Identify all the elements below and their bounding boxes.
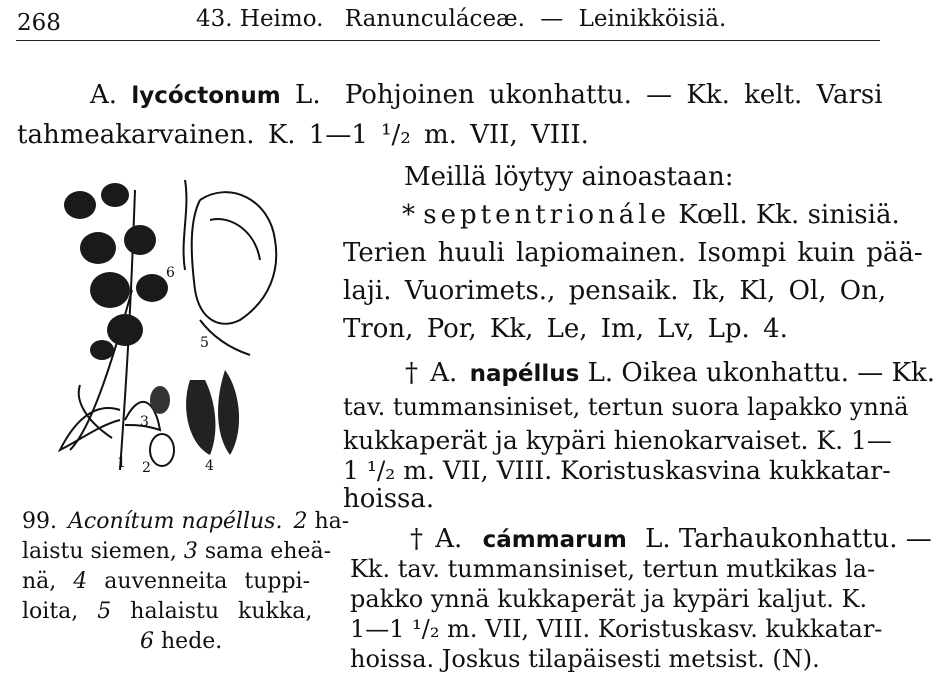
figure-label-3: 3 <box>140 414 149 430</box>
caption-text: auvenneita tuppi- <box>104 569 311 594</box>
entry-cammarum-line3: pakko ynnä kukkaperät ja kypäri kaljut. K. <box>350 585 868 613</box>
figure-caption-line2 <box>22 536 331 568</box>
figure-caption-line5 <box>140 626 222 658</box>
header-family-latin: Ranunculáceæ. <box>344 6 525 32</box>
caption-text: halaistu kukka, <box>130 599 313 624</box>
dagger-symbol: † <box>405 358 418 388</box>
caption-text: nä, <box>22 569 57 594</box>
asterisk: * <box>402 200 424 230</box>
caption-text: sama eheä- <box>204 539 332 564</box>
caption-text: hede. <box>161 629 223 654</box>
species-name: napéllus <box>469 361 580 387</box>
caption-number: 5 <box>97 599 112 624</box>
aconitum-illustration <box>40 170 290 480</box>
dagger-symbol: † <box>410 524 423 554</box>
figure-caption-line3 <box>22 566 310 598</box>
figure-label-5: 5 <box>200 335 209 351</box>
author: L. <box>295 80 321 110</box>
caption-number: 6 <box>140 629 154 654</box>
entry-cammarum-line5: hoissa. Joskus tilapäisesti metsist. (N). <box>350 645 820 673</box>
caption-text: loita, <box>22 599 79 624</box>
header-dash: — <box>540 6 564 32</box>
entry-text: L. Tarhaukonhattu. — <box>645 524 932 554</box>
figure-title: Aconítum napéllus. <box>68 509 283 534</box>
figure-label-4: 4 <box>205 458 214 474</box>
figure-number: 99. <box>22 509 57 534</box>
figure-label-2: 2 <box>142 460 151 476</box>
entry-text: L. Oikea ukonhattu. — Kk. <box>587 358 935 388</box>
entry-cammarum-line4: 1—1 ¹/₂ m. VII, VIII. Koristuskasv. kukkatar- <box>350 615 883 643</box>
caption-text: ha- <box>314 509 350 534</box>
subspecies-intro: Meillä löytyy ainoastaan: <box>404 162 734 192</box>
subspecies-line2: Terien huuli lapiomainen. Isompi kuin pää- <box>343 238 923 268</box>
entry-lycoctonum-line1 <box>90 76 883 115</box>
species-name: lycóctonum <box>131 83 281 109</box>
entry-lycoctonum-line2: tahmeakarvainen. K. 1—1 ¹/₂ m. VII, VIII. <box>17 120 589 150</box>
plant-drawing <box>40 170 290 480</box>
entry-cammarum-line2: Kk. tav. tummansiniset, tertun mutkikas la- <box>350 555 876 583</box>
entry-text: Pohjoinen ukonhattu. — Kk. kelt. Varsi <box>344 80 883 110</box>
subspecies-text: Kœll. Kk. sinisiä. <box>670 200 900 230</box>
header-family: 43. Heimo. <box>196 6 324 32</box>
header-rule <box>16 40 880 41</box>
caption-number: 2 <box>293 509 308 534</box>
species-name: cámmarum <box>482 527 627 553</box>
page-number: 268 <box>17 10 61 36</box>
caption-number: 3 <box>183 539 198 564</box>
caption-number: 4 <box>73 569 88 594</box>
figure-label-1: 1 <box>117 455 126 471</box>
caption-text: laistu siemen, <box>22 539 177 564</box>
running-header <box>196 6 726 32</box>
subspecies-line3: laji. Vuorimets., pensaik. Ik, Kl, Ol, On, <box>343 276 887 306</box>
subspecies-name: septentrionále <box>423 200 671 230</box>
genus-abbrev: A. <box>90 80 118 110</box>
header-family-finnish: Leinikköisiä. <box>578 6 727 32</box>
subspecies-name-line <box>402 196 900 234</box>
entry-napellus-line4: 1 ¹/₂ m. VII, VIII. Koristuskasvina kukkatar- <box>343 456 891 485</box>
subspecies-line4: Tron, Por, Kk, Le, Im, Lv, Lp. 4. <box>343 314 788 344</box>
genus-abbrev: A. <box>435 524 463 554</box>
figure-label-6: 6 <box>166 265 175 281</box>
entry-napellus-line5: hoissa. <box>343 484 435 514</box>
figure-caption-line4 <box>22 596 312 628</box>
entry-napellus-line2: tav. tummansiniset, tertun suora lapakko ynnä <box>343 393 909 421</box>
genus-abbrev: A. <box>430 358 458 388</box>
entry-napellus-line3: kukkaperät ja kypäri hienokarvaiset. K. 1— <box>343 426 892 455</box>
figure-caption-line1 <box>22 506 349 538</box>
